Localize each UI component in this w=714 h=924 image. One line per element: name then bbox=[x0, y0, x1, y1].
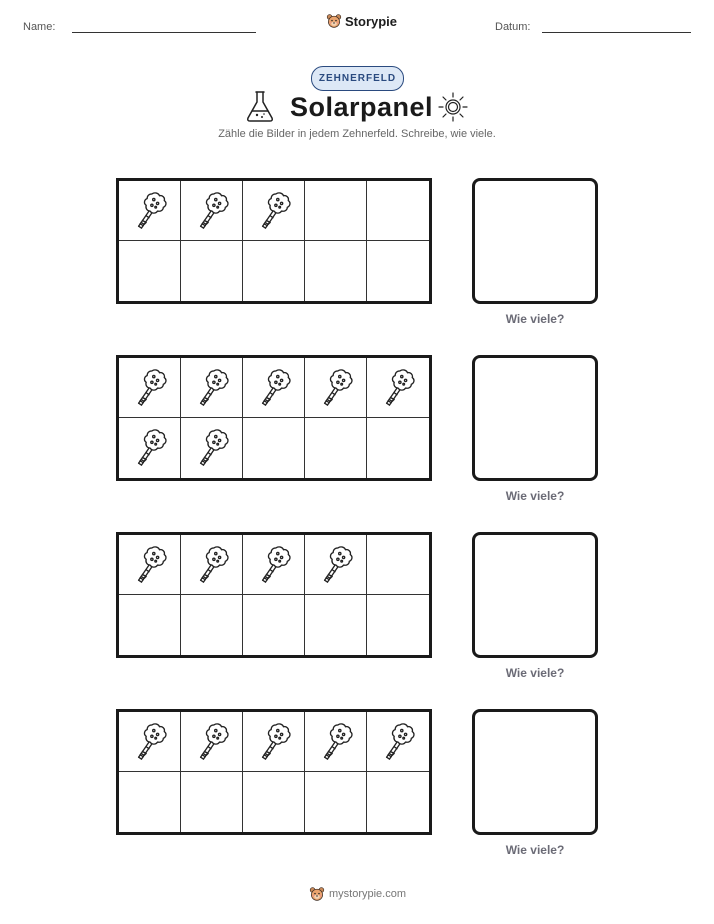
frame-cell bbox=[305, 712, 367, 772]
frame-cell bbox=[367, 181, 429, 241]
key-icon bbox=[193, 190, 231, 232]
date-label: Datum: bbox=[495, 21, 531, 33]
frame-cell bbox=[119, 181, 181, 241]
key-icon bbox=[317, 367, 355, 409]
frame-cell bbox=[119, 535, 181, 595]
key-icon bbox=[379, 721, 417, 763]
key-icon bbox=[255, 367, 293, 409]
key-icon bbox=[317, 721, 355, 763]
key-icon bbox=[131, 427, 169, 469]
frame-cell bbox=[305, 418, 367, 478]
ten-frame-2 bbox=[116, 355, 432, 481]
frame-cell bbox=[181, 181, 243, 241]
key-icon bbox=[131, 721, 169, 763]
sun-icon bbox=[437, 91, 469, 123]
frame-cell bbox=[243, 241, 305, 301]
page-title: Solarpanel bbox=[290, 92, 434, 122]
topic-badge bbox=[311, 66, 404, 91]
ten-frame-3 bbox=[116, 532, 432, 658]
frame-cell bbox=[119, 595, 181, 655]
frame-cell bbox=[181, 772, 243, 832]
frame-cell bbox=[119, 418, 181, 478]
question-2: Wie viele? bbox=[505, 489, 565, 503]
key-icon bbox=[317, 544, 355, 586]
frame-cell bbox=[181, 712, 243, 772]
date-line[interactable] bbox=[542, 32, 691, 33]
frame-cell bbox=[305, 241, 367, 301]
frame-cell bbox=[367, 772, 429, 832]
frame-cell bbox=[305, 181, 367, 241]
frame-cell bbox=[305, 358, 367, 418]
brand-name: Storypie bbox=[345, 13, 398, 29]
key-icon bbox=[255, 190, 293, 232]
footer bbox=[309, 886, 406, 902]
question-3: Wie viele? bbox=[505, 666, 565, 680]
key-icon bbox=[131, 367, 169, 409]
key-icon bbox=[255, 721, 293, 763]
bear-mascot-icon bbox=[309, 886, 325, 902]
answer-box-4[interactable] bbox=[472, 709, 598, 835]
key-icon bbox=[193, 367, 231, 409]
frame-cell bbox=[181, 241, 243, 301]
instructions: Zähle die Bilder in jedem Zehnerfeld. Schreibe, wie viele. bbox=[218, 128, 496, 140]
ten-frame-1 bbox=[116, 178, 432, 304]
question-1: Wie viele? bbox=[505, 312, 565, 326]
frame-cell bbox=[181, 358, 243, 418]
frame-cell bbox=[367, 535, 429, 595]
frame-cell bbox=[367, 358, 429, 418]
frame-cell bbox=[119, 358, 181, 418]
frame-cell bbox=[305, 535, 367, 595]
answer-box-1[interactable] bbox=[472, 178, 598, 304]
frame-cell bbox=[119, 241, 181, 301]
frame-cell bbox=[367, 595, 429, 655]
frame-cell bbox=[119, 712, 181, 772]
key-icon bbox=[255, 544, 293, 586]
key-icon bbox=[131, 544, 169, 586]
brand-logo bbox=[326, 13, 397, 29]
frame-cell bbox=[367, 241, 429, 301]
frame-cell bbox=[181, 418, 243, 478]
answer-box-2[interactable] bbox=[472, 355, 598, 481]
frame-cell bbox=[243, 712, 305, 772]
key-icon bbox=[131, 190, 169, 232]
flask-icon bbox=[244, 89, 276, 123]
name-label: Name: bbox=[23, 21, 56, 33]
topic-badge-label: ZEHNERFELD bbox=[318, 73, 397, 84]
key-icon bbox=[193, 544, 231, 586]
frame-cell bbox=[119, 772, 181, 832]
answer-box-3[interactable] bbox=[472, 532, 598, 658]
frame-cell bbox=[305, 595, 367, 655]
question-4: Wie viele? bbox=[505, 843, 565, 857]
key-icon bbox=[193, 721, 231, 763]
frame-cell bbox=[243, 418, 305, 478]
frame-cell bbox=[181, 535, 243, 595]
bear-mascot-icon bbox=[326, 13, 342, 29]
frame-cell bbox=[243, 772, 305, 832]
key-icon bbox=[379, 367, 417, 409]
frame-cell bbox=[367, 418, 429, 478]
frame-cell bbox=[243, 181, 305, 241]
footer-url[interactable]: mystorypie.com bbox=[329, 888, 407, 900]
key-icon bbox=[193, 427, 231, 469]
frame-cell bbox=[243, 535, 305, 595]
frame-cell bbox=[243, 595, 305, 655]
frame-cell bbox=[367, 712, 429, 772]
frame-cell bbox=[305, 772, 367, 832]
frame-cell bbox=[181, 595, 243, 655]
name-line[interactable] bbox=[72, 32, 256, 33]
ten-frame-4 bbox=[116, 709, 432, 835]
frame-cell bbox=[243, 358, 305, 418]
